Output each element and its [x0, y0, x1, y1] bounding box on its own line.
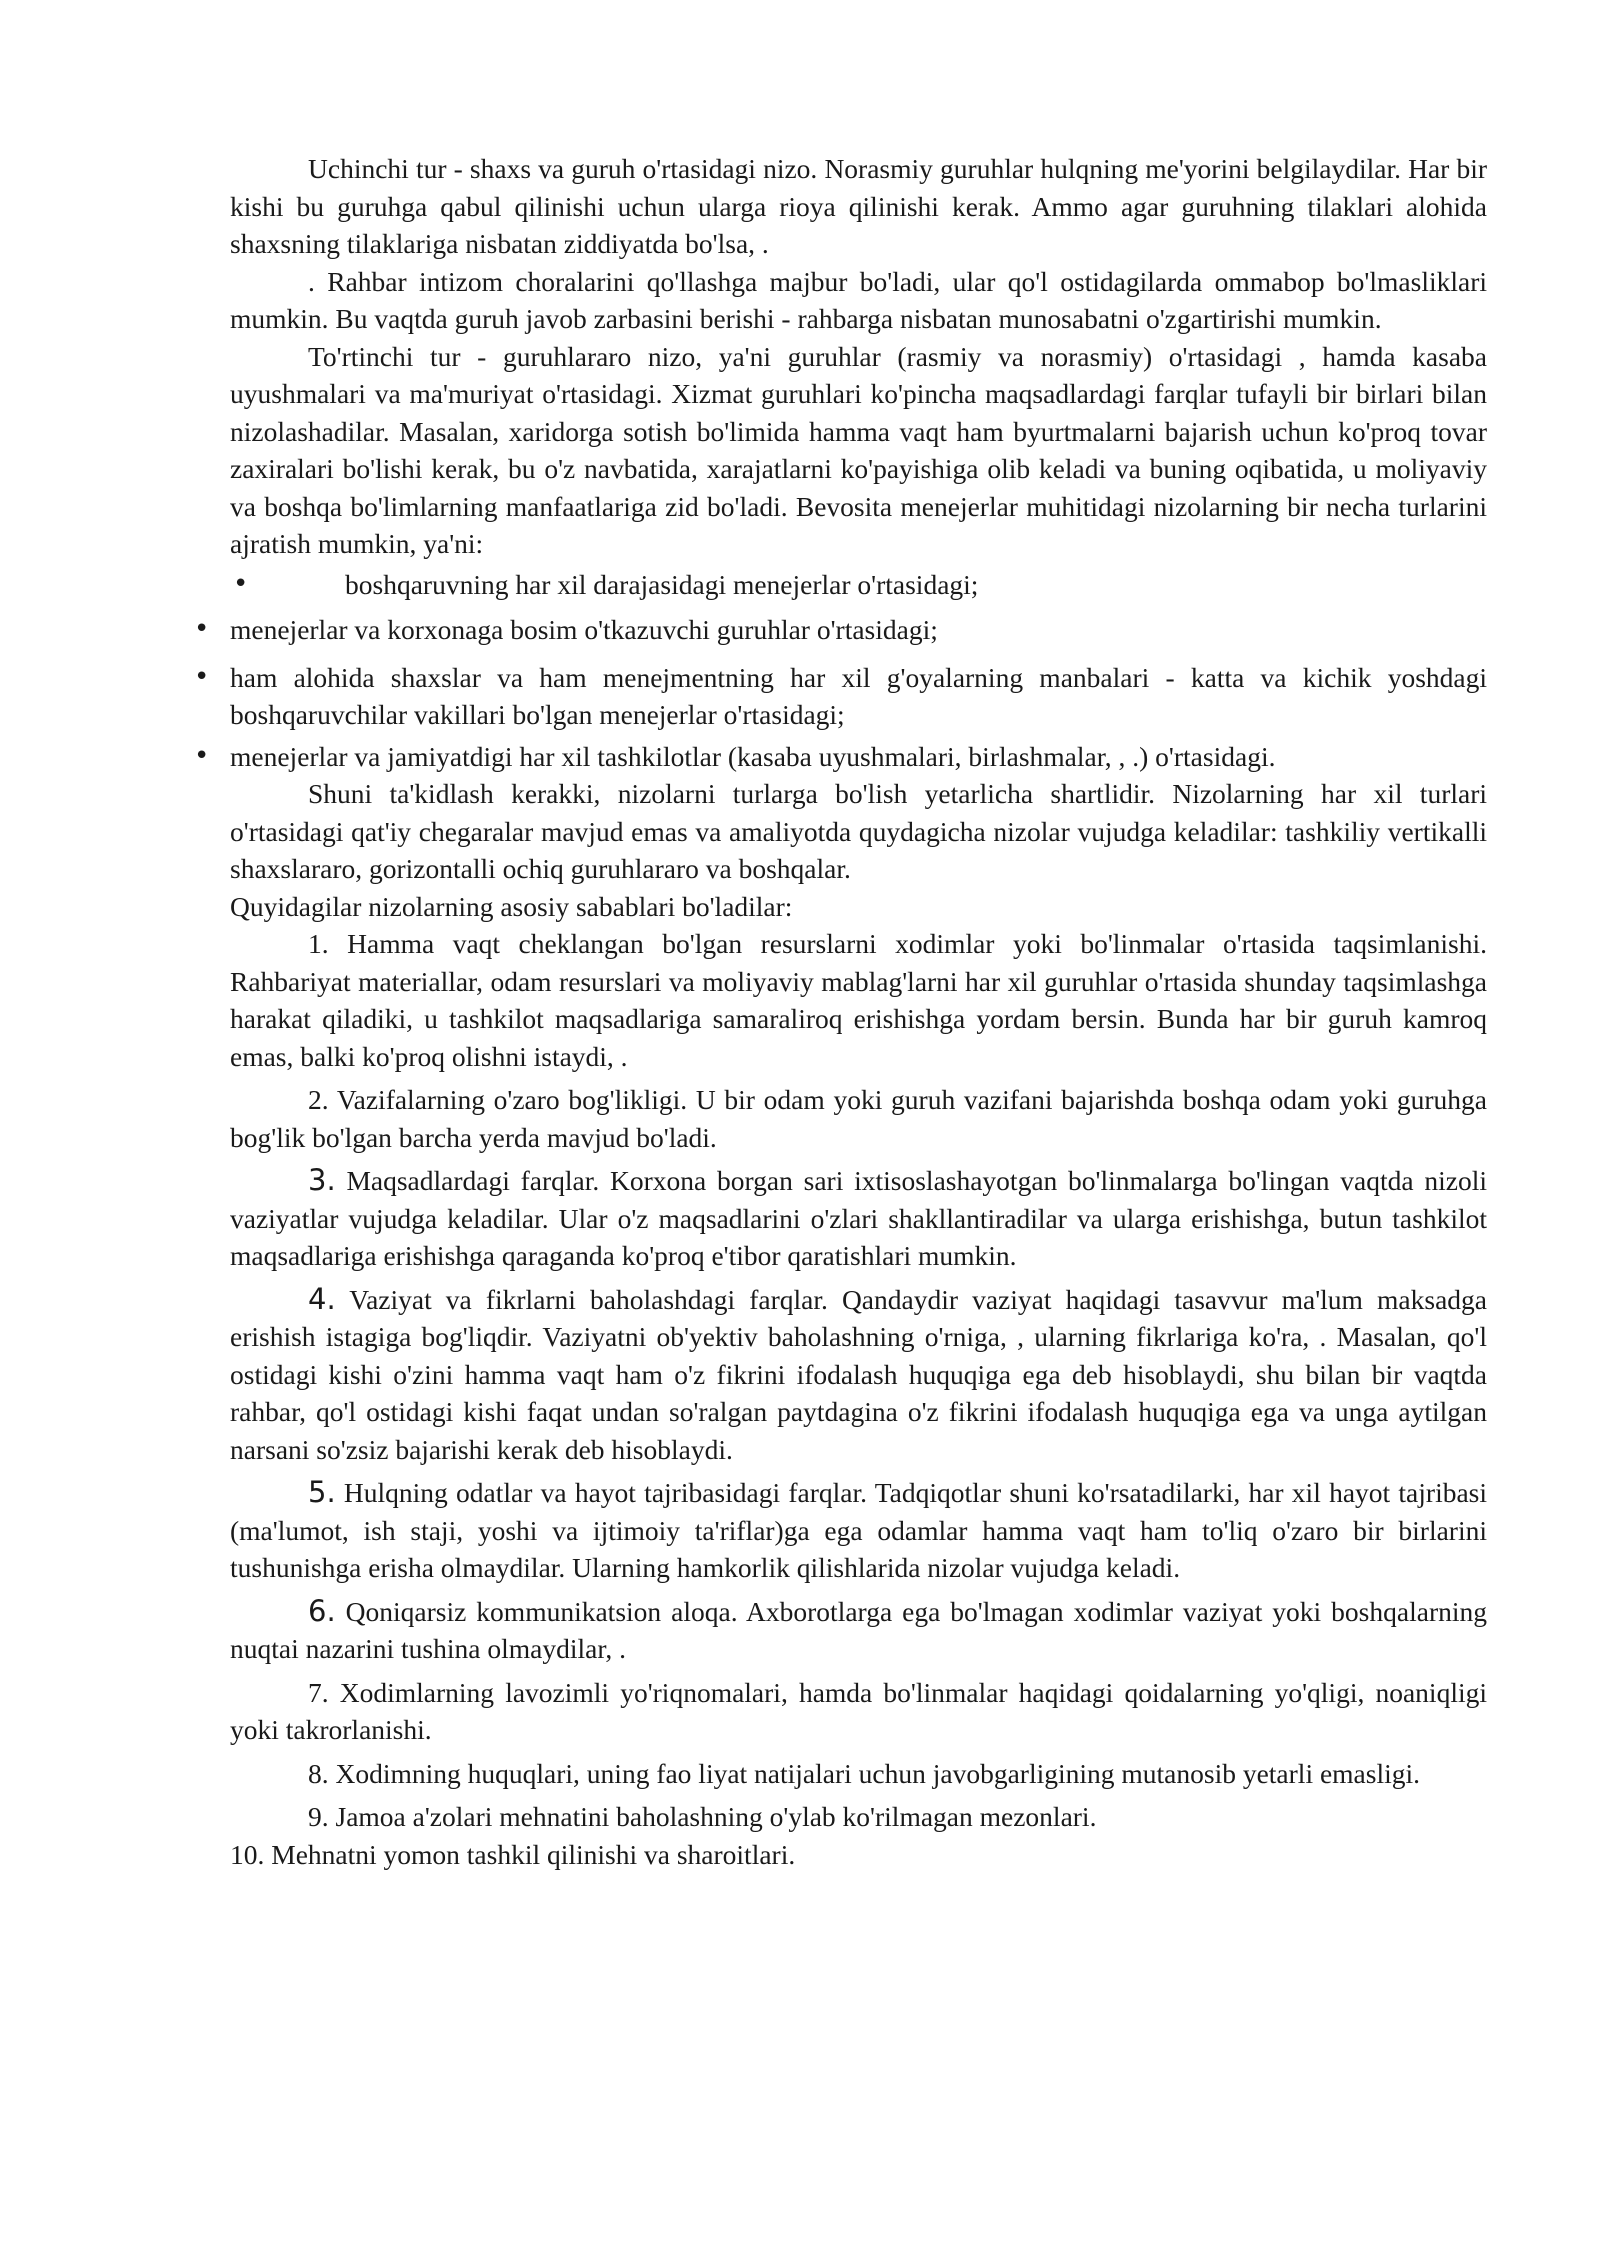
cause-text: Maqsadlardagi farqlar. Korxona borgan sari ixtisoslashayotgan bo'linmalarga bo'lingan vaqtda nizoli vaziyatlar vujudga keladilar. Ular o'z maqsadlarini o'zlari shakllantiradilar va ularga erishishga, butun tashkilot maqsadlariga erishishga qaraganda ko'proq e'tibor qaratishlari mumkin. — [230, 1165, 1487, 1271]
document-page — [194, 150, 1488, 1873]
cause-text: Jamoa a'zolari mehnatini baholashning o'ylab ko'rilmagan mezonlari. — [335, 1801, 1097, 1832]
paragraph-fourth-type: To'rtinchi tur - guruhlararo nizo, ya'ni guruhlar (rasmiy va norasmiy) o'rtasidagi , hamda kasaba uyushmalari va ma'muriyat o'rtasidagi. Xizmat guruhlari ko'pincha maqsadlardagi farqlar tufayli bir birlari bilan nizolashadilar. Masalan, xaridorga sotish bo'limida hamma vaqt ham byurtmalarni bajarish uchun ko'proq tovar zaxiralari bo'lishi kerak, bu o'z navbatida, xarajatlarni ko'payishiga olib keladi va buning oqibatida, u moliyaviy va boshqa bo'limlarning manfaatlariga zid bo'ladi. Bevosita menejerlar muhitidagi nizolarning bir necha turlarini ajratish mumkin, ya'ni: — [230, 340, 1487, 559]
cause-number: 7. — [308, 1676, 329, 1708]
bullet-icon: • — [194, 740, 210, 771]
bullet-icon: • — [194, 614, 210, 644]
cause-text: Qoniqarsiz kommunikatsion aloqa. Axborotlarga ega bo'lmagan xodimlar vaziyat yoki boshqalarning nuqtai nazarini tushina olmaydilar, . — [230, 1595, 1487, 1664]
list-item — [194, 738, 1487, 776]
cause-item-7 — [230, 1674, 1487, 1749]
cause-item-4 — [230, 1281, 1487, 1469]
list-item-text: ham alohida shaxslar va ham menejmentning har xil g'oyalarning manbalari - katta va kichik yoshdagi boshqaruvchilar vakillari bo'lgan menejerlar o'rtasidagi; — [230, 661, 1487, 730]
cause-item-8 — [230, 1755, 1487, 1793]
cause-text: Vaziyat va fikrlarni baholashdagi farqlar. Qandaydir vaziyat haqidagi tasavvur ma'lum maksadga erishish istagiga bog'liqdir. Vaziyatni ob'yektiv baholashning o'rniga, , ularning fikrlariga ko'ra, . Masalan, qo'l ostidagi kishi o'zini hamma vaqt ham o'z fikrini ifodalash huquqiga ega deb hisoblaydi, shu bilan bir vaqtda rahbar, qo'l ostidagi kishi faqat undan so'ralgan paytdagina o'z fikrini ifodalash huquqiga ega va unga aytilgan narsani so'zsiz bajarishi kerak deb hisoblaydi. — [230, 1283, 1487, 1465]
cause-text: Mehnatni yomon tashkil qilinishi va sharoitlari. — [271, 1838, 796, 1870]
cause-number: 10. — [230, 1838, 265, 1870]
cause-item-10 — [230, 1836, 1487, 1874]
cause-text: Vazifalarning o'zaro bog'likligi. U bir odam yoki guruh vazifani bajarishda boshqa odam yoki guruhga bog'lik bo'lgan barcha yerda mavjud bo'ladi. — [230, 1084, 1487, 1153]
cause-item-2 — [230, 1081, 1487, 1156]
cause-number: 1. — [308, 928, 329, 959]
cause-number: 6. — [308, 1593, 336, 1628]
paragraph-leader-discipline: . Rahbar intizom choralarini qo'llashga majbur bo'ladi, ular qo'l ostidagilarda ommabop bo'lmasliklari mumkin. Bu vaqtda guruh javob zarbasini berishi - rahbarga nisbatan munosabatni o'zgartirishi mumkin. — [230, 265, 1487, 334]
list-item — [194, 611, 1487, 649]
cause-number: 9. — [308, 1801, 329, 1832]
cause-item-5 — [230, 1474, 1487, 1587]
paragraph-causes-heading: Quyidagilar nizolarning asosiy sabablari bo'ladilar: — [230, 890, 793, 922]
paragraph-third-type: Uchinchi tur - shaxs va guruh o'rtasidagi nizo. Norasmiy guruhlar hulqning me'yorini belgilaydilar. Har bir kishi bu guruhga qabul qilinishi uchun ularga rioya qilinishi kerak. Ammo agar guruhning tilaklari alohida shaxsning tilaklariga nisbatan ziddiyatda bo'lsa, . — [230, 153, 1487, 259]
cause-number: 2. — [308, 1084, 329, 1115]
cause-item-3 — [230, 1162, 1487, 1275]
cause-item-9 — [230, 1798, 1487, 1836]
manager-conflict-list — [194, 566, 1487, 776]
list-item-text: menejerlar va korxonaga bosim o'tkazuvchi guruhlar o'rtasidagi; — [230, 614, 938, 645]
list-item — [194, 659, 1487, 734]
list-item-text: boshqaruvning har xil darajasidagi menejerlar o'rtasidagi; — [345, 568, 979, 600]
cause-text: Hulqning odatlar va hayot tajribasidagi farqlar. Tadqiqotlar shuni ko'rsatadilarki, har xil hayot tajribasi (ma'lumot, ish staji, yoshi va ijtimoiy ta'riflar)ga ega odamlar hamma vaqt ham to'liq o'zaro bir birlarini tushunishga erisha olmaydilar. Ularning hamkorlik qilishlarida nizolar vujudga keladi. — [230, 1477, 1488, 1583]
paragraph-conditional-types: Shuni ta'kidlash kerakki, nizolarni turlarga bo'lish yetarlicha shartlidir. Nizolarning har xil turlari o'rtasidagi qat'iy chegaralar mavjud emas va amaliyotda quydagicha nizolar vujudga keladilar: tashkiliy vertikalli shaxslararo, gorizontalli ochiq guruhlararo va boshqalar. — [230, 778, 1487, 884]
cause-text: Hamma vaqt cheklangan bo'lgan resurslarni xodimlar yoki bo'linmalar o'rtasida taqsimlanishi. Rahbariyat materiallar, odam resurslari va moliyaviy mablag'larni har xil guruhlar o'rtasida shunday taqsimlashga harakat qiladiki, u tashkilot maqsadlariga samaraliroq erishishga yordam bersin. Bunda har bir guruh kamroq emas, balki ko'proq olishni istaydi, . — [230, 928, 1487, 1072]
cause-number: 3. — [308, 1163, 336, 1197]
cause-number: 4. — [308, 1281, 336, 1316]
cause-number: 8. — [308, 1757, 329, 1789]
cause-item-1 — [230, 925, 1487, 1075]
cause-number: 5. — [308, 1475, 336, 1509]
bullet-icon: • — [194, 661, 210, 692]
cause-item-6 — [230, 1593, 1487, 1668]
cause-text: Xodimning huquqlari, uning fao liyat natijalari uchun javobgarligining mutanosib yetarli emasligi. — [335, 1757, 1421, 1789]
list-item — [230, 566, 1487, 604]
cause-text: Xodimlarning lavozimli yo'riqnomalari, hamda bo'linmalar haqidagi qoidalarning yo'qligi, noaniqligi yoki takrorlanishi. — [230, 1676, 1487, 1745]
bullet-icon: • — [233, 568, 249, 599]
list-item-text: menejerlar va jamiyatdigi har xil tashkilotlar (kasaba uyushmalari, birlashmalar, , .) o'rtasidagi. — [230, 740, 1276, 772]
